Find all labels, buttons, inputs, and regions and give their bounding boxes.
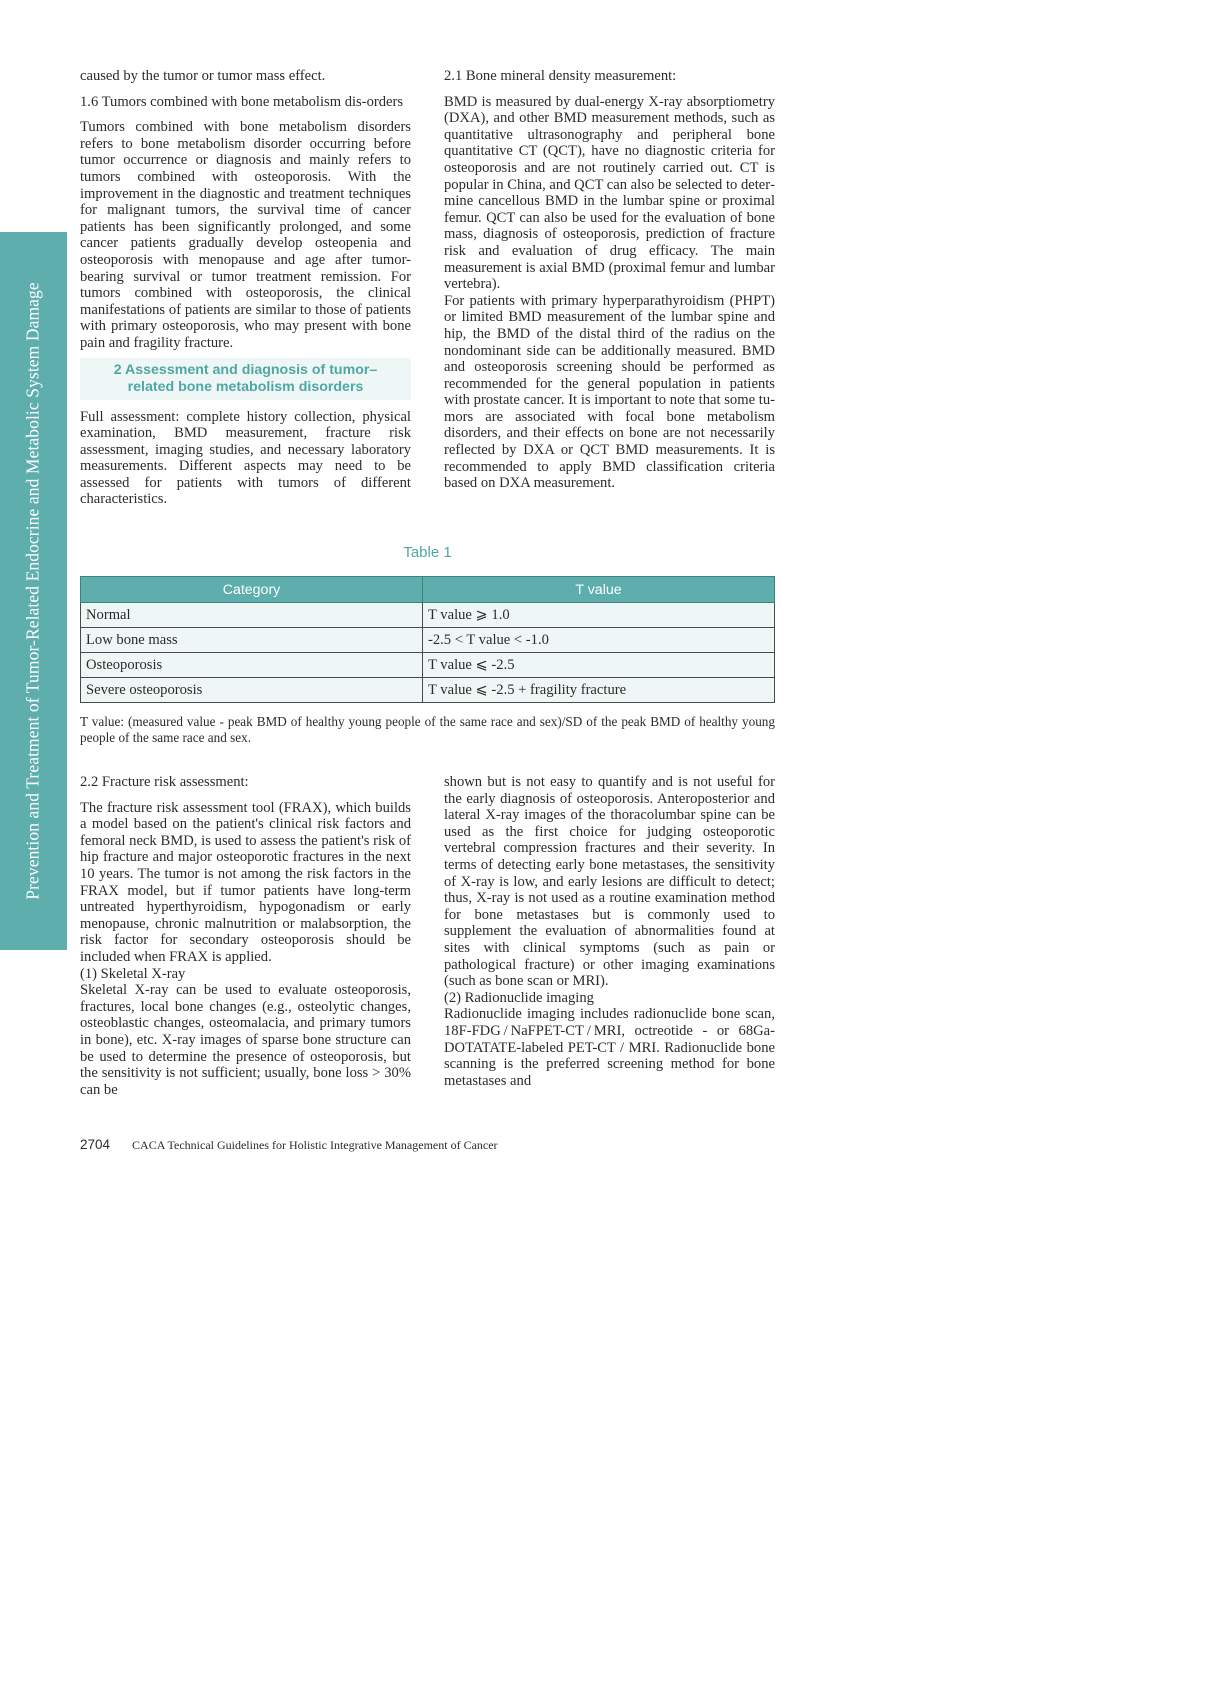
section-heading-2 xyxy=(80,358,411,400)
intro-line: caused by the tumor or tumor mass effect. xyxy=(80,68,326,84)
left-column-bottom xyxy=(80,774,411,1098)
table-row xyxy=(81,653,775,678)
paragraph-1-6: Tumors combined with bone metabolism disorders refers to bone metabolism disorder occurring before tumor occurrence or diagnosis and mainly refers to tumors combined with osteoporosis. With the improvement in the diagnostic and treatment techniques for malignant tumors, the survival time of cancer patients has been significantly prolonged, and some cancer patients gradually develop osteopenia and osteoporosis with menopause and age after tumor-bearing survival or tumor treatment remission. For tumors combined with osteoporosis, the clinical manifestations of patients are similar to those of patients with primary osteoporosis, who may present with bone pain and fragility fracture. xyxy=(80,119,411,351)
table-header-t-value: T value xyxy=(423,577,775,603)
table-cell-t-value: T value ⩽ -2.5 xyxy=(423,653,775,678)
table-cell-t-value: T value ⩽ -2.5 + fragility fracture xyxy=(423,678,775,703)
table-cell-category: Normal xyxy=(81,603,423,628)
right-column-top xyxy=(444,68,775,492)
table-header-row xyxy=(81,577,775,603)
table-cell-category: Low bone mass xyxy=(81,628,423,653)
section-heading-2-line1: 2 Assessment and diagnosis of tumor– xyxy=(113,361,378,378)
right-column-bottom xyxy=(444,774,775,1089)
paragraph-xray-continued: shown but is not easy to quantify and is not useful for the early diagnosis of osteoporosis. Anteroposterior and lateral X-ray images of the thoracolumbar spine can be used as the first choice for judging osteoporotic vertebral compression fractures and their severity. In terms of detecting early bone metastases, the sensitivity of X-ray is low, and early lesions are difficult to detect; thus, X-ray is not used as a routine examination method for bone metastases but is commonly used to supplement the evaluation of abnormalities found at sites with clinical symptoms (such as pain or pathological fracture) or other imaging examinations (such as bone scan or MRI). xyxy=(444,774,775,990)
table-cell-category: Osteoporosis xyxy=(81,653,423,678)
page-footer xyxy=(80,1136,498,1154)
section-heading-2-line2: related bone metabolism disorders xyxy=(127,378,364,395)
bmd-table xyxy=(80,576,775,703)
table-row xyxy=(81,603,775,628)
paragraph-bmd: BMD is measured by dual-energy X-ray absorptiometry (DXA), and other BMD measurement methods, such as quantitative ultrasonography and peripheral bone quantitative CT (QCT), have no diagnostic criteria for osteoporosis and are not routinely carried out. CT is popular in China, and QCT can also be selected to determine cancellous BMD in the lumbar spine or proximal femur. QCT can also be used for the evaluation of bone mass, diagnosis of osteoporosis, prediction of fracture risk and evaluation of drug efficacy. The main measurement is axial BMD (proximal femur and lumbar vertebra). xyxy=(444,93,775,293)
paragraph-radionuclide: Radionuclide imaging includes radionuclide bone scan, 18F-FDG / NaFPET-CT / MRI, octreotide - or 68Ga-DOTATATE-labeled PET-CT / MRI. Radionuclide bone scanning is the preferred screening method for bone metastases and xyxy=(444,1006,775,1089)
heading-skeletal-xray: (1) Skeletal X-ray xyxy=(80,965,186,982)
table-note: T value: (measured value - peak BMD of healthy young people of the same race and sex)/SD of the peak BMD of healthy young people of the same race and sex. xyxy=(80,714,775,745)
table-row xyxy=(81,628,775,653)
table-cell-category: Severe osteoporosis xyxy=(81,678,423,703)
table-cell-t-value: -2.5 < T value < -1.0 xyxy=(423,628,775,653)
page-number: 2704 xyxy=(80,1137,111,1152)
heading-2-2: 2.2 Fracture risk assessment: xyxy=(80,774,249,790)
journal-name: CACA Technical Guidelines for Holistic Integrative Management of Cancer xyxy=(132,1138,498,1152)
side-tab-label: Prevention and Treatment of Tumor-Related Endocrine and Metabolic System Damage xyxy=(22,282,43,900)
table-row xyxy=(81,678,775,703)
table-header-category: Category xyxy=(81,577,423,603)
paragraph-skeletal-xray: Skeletal X-ray can be used to evaluate osteoporosis, fractures, local bone changes (e.g., osteolytic changes, osteoblastic changes, osteomalacia, and primary tumors in bone), etc. X-ray images of sparse bone structure can be used to determine the presence of osteoporosis, but the sensitivity is not sufficient; usually, bone loss > 30% can be xyxy=(80,982,411,1098)
heading-radionuclide: (2) Radionuclide imaging xyxy=(444,989,594,1006)
side-tab xyxy=(0,232,67,950)
paragraph-phpt: For patients with primary hyperparathyroidism (PHPT) or limited BMD measurement of the lumbar spine and hip, the BMD of the distal third of the radius on the nondominant side can be additionally measured. BMD and osteoporosis screening should be performed as recommended for the general population in patients with prostate cancer. It is important to note that some tumors are associated with focal bone metabolism disorders, and their effects on bone are not necessarily reflected by DXA or QCT BMD measurements. It is recommended to apply BMD classification criteria based on DXA measurement. xyxy=(444,292,775,492)
paragraph-full-assessment: Full assessment: complete history collection, physical examination, BMD measurement, fracture risk assessment, imaging studies, and necessary laboratory measurements. Different aspects may need to be assessed for patients with tumors of different characteristics. xyxy=(80,408,411,508)
paragraph-frax: The fracture risk assessment tool (FRAX), which builds a model based on the patient's clinical risk factors and femoral neck BMD, is used to assess the patient's risk of hip fracture and major osteoporotic fractures in the next 10 years. The tumor is not among the risk factors in the FRAX model, but if tumor patients have long-term untreated hyperthyroidism, hypogonadism or early menopause, chronic malnutrition or malabsorption, the risk factor for secondary osteoporosis should be included when FRAX is applied. xyxy=(80,799,411,965)
heading-1-6: 1.6 Tumors combined with bone metabolism dis-orders xyxy=(80,93,404,110)
left-column-top xyxy=(80,68,411,508)
table-cell-t-value: T value ⩾ 1.0 xyxy=(423,603,775,628)
heading-2-1: 2.1 Bone mineral density measurement: xyxy=(444,68,677,84)
table-title: Table 1 xyxy=(403,544,452,561)
